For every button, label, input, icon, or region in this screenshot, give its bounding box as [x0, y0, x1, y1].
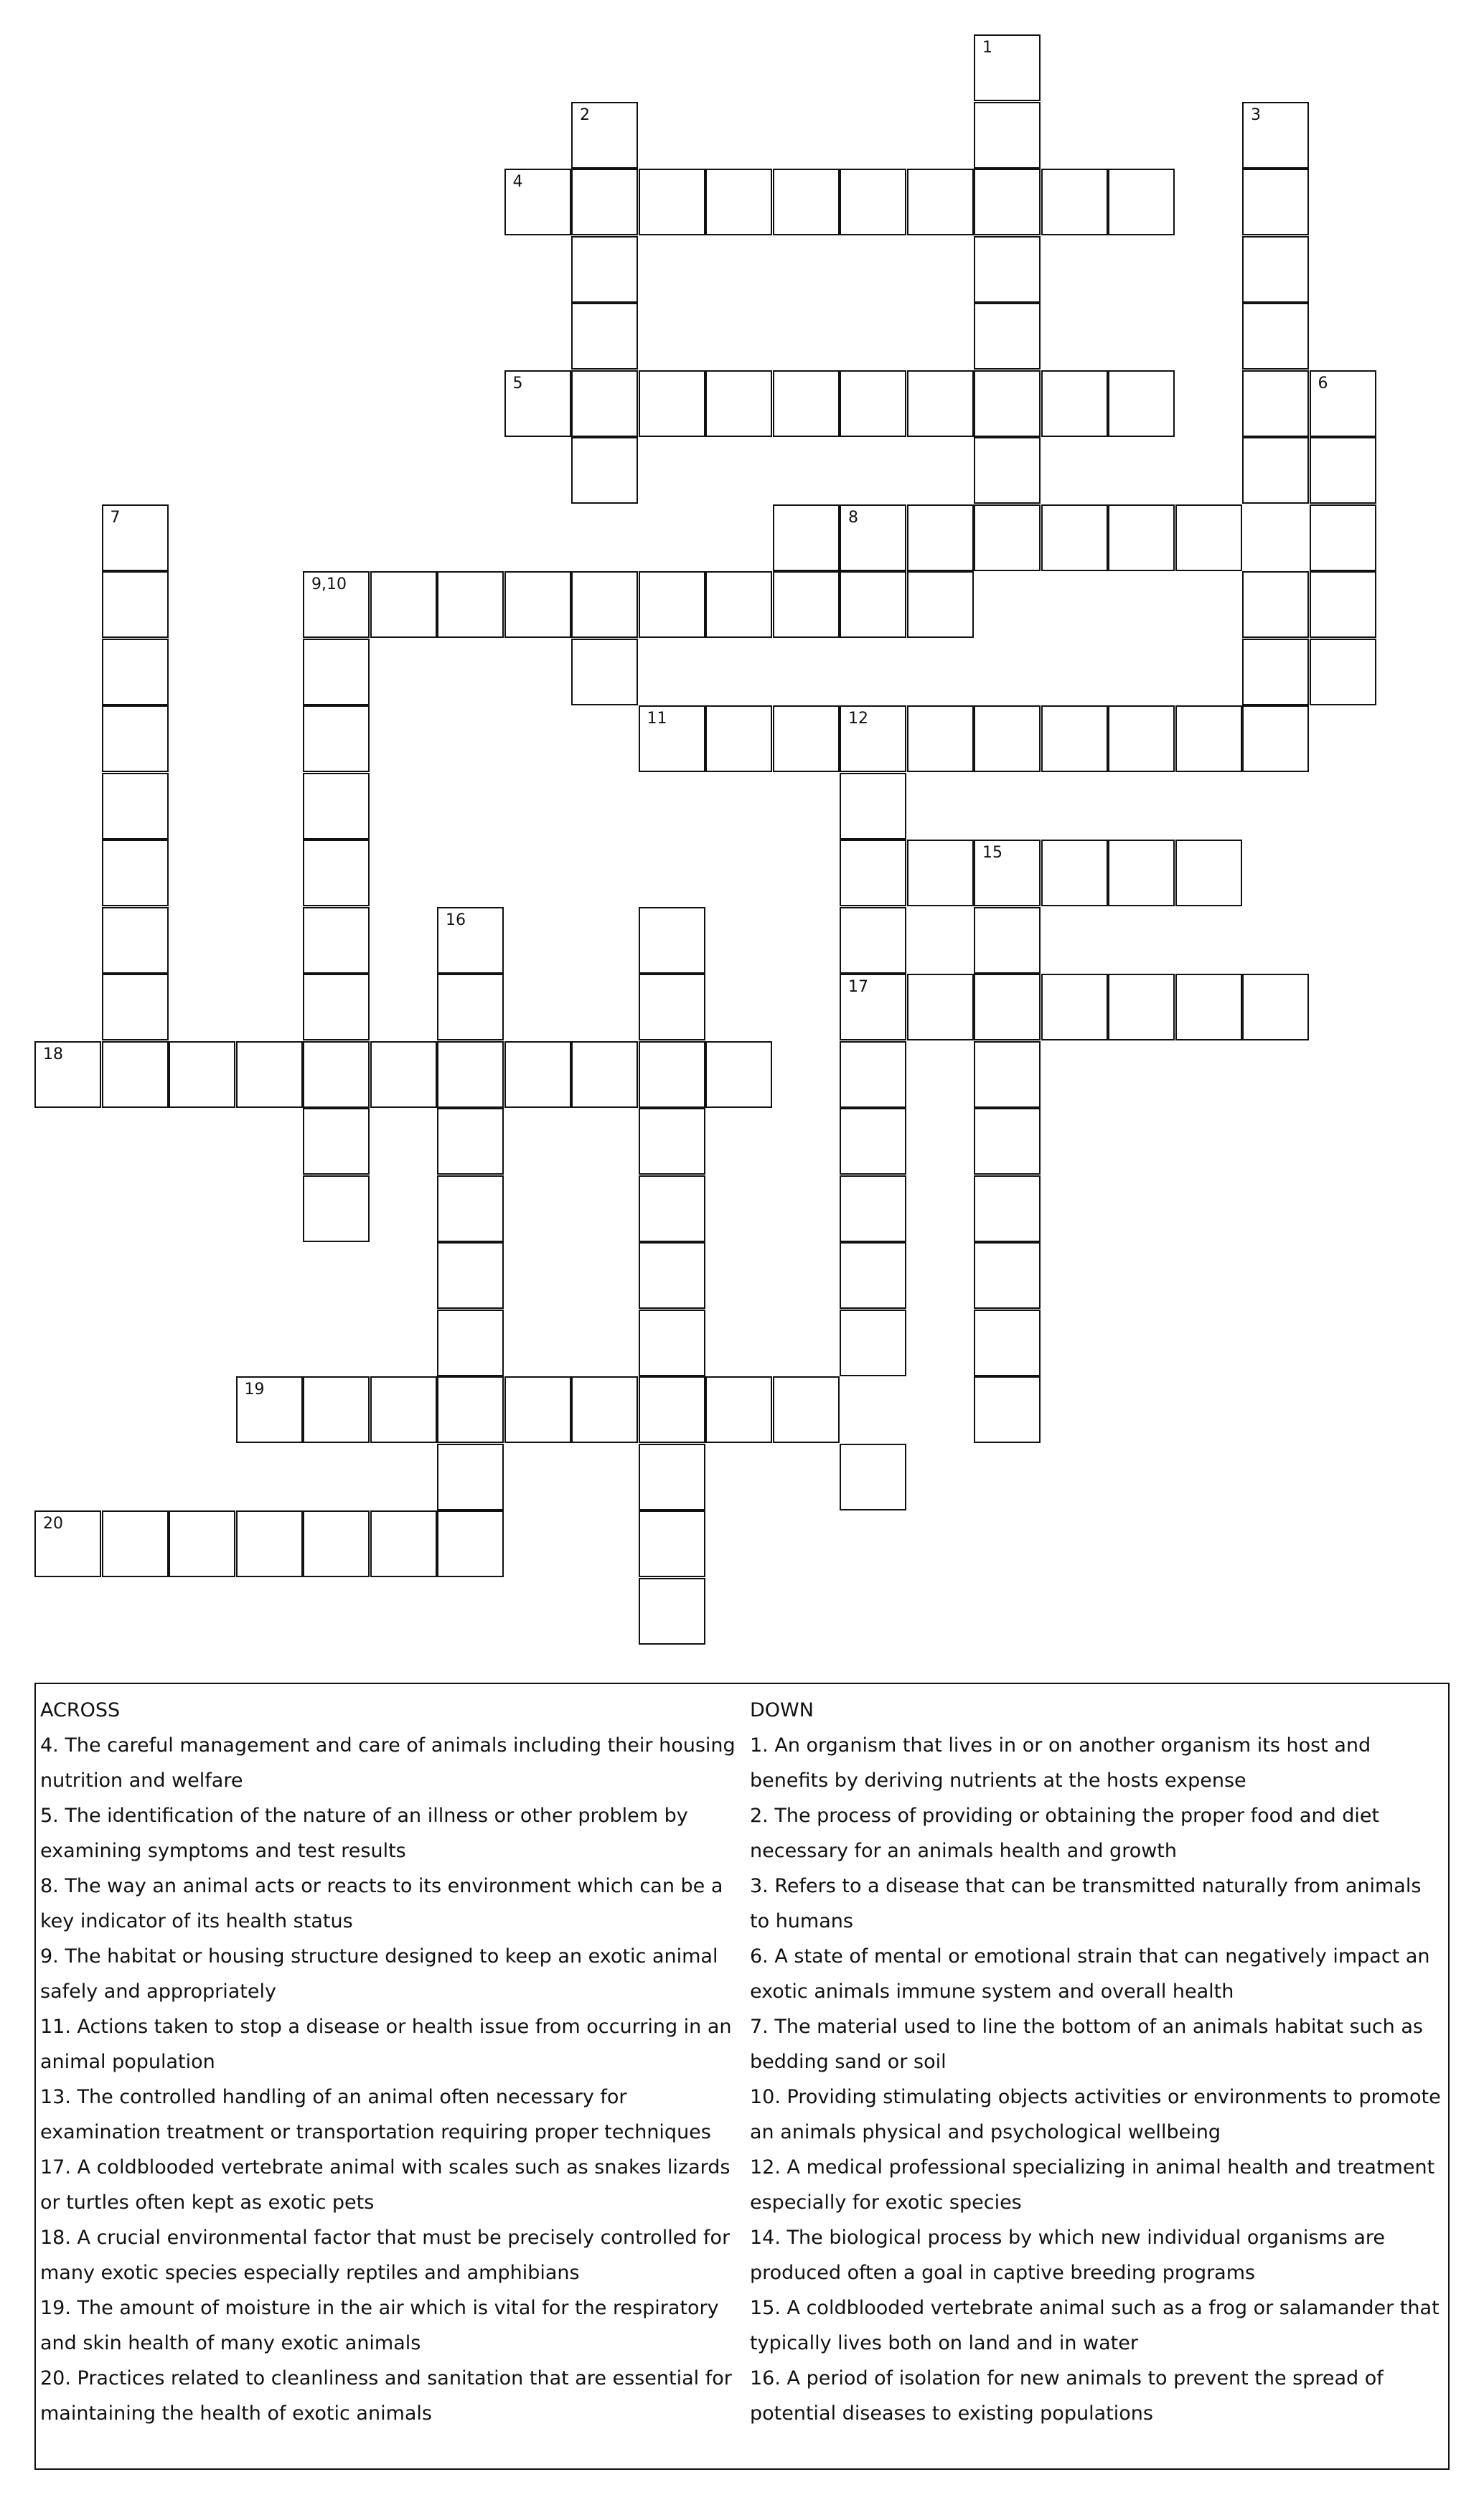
grid-cell[interactable]: [639, 1108, 705, 1175]
across-clue-11: 11. Actions taken to stop a disease or health issue from occurring in an animal population: [40, 2016, 732, 2073]
down-clues: [750, 1693, 1446, 2431]
grid-cell[interactable]: [102, 974, 169, 1040]
grid-cell[interactable]: [102, 1510, 169, 1577]
grid-cell[interactable]: [639, 1376, 705, 1443]
grid-cell[interactable]: [504, 370, 571, 437]
grid-cell[interactable]: [639, 370, 705, 437]
down-clue-7: 7. The material used to line the bottom of an animals habitat such as bedding sand or soil: [750, 2016, 1423, 2073]
grid-cell[interactable]: [1108, 370, 1175, 437]
grid-cell[interactable]: [571, 1376, 638, 1443]
grid-cell[interactable]: [974, 974, 1041, 1040]
grid-cell[interactable]: [974, 34, 1041, 101]
clue-box: [34, 1683, 1450, 2470]
grid-cell[interactable]: [303, 1108, 370, 1175]
grid-cell[interactable]: [1242, 370, 1309, 437]
grid-cell[interactable]: [102, 907, 169, 974]
clue-number: 9,10: [311, 575, 347, 593]
grid-cell[interactable]: [571, 303, 638, 370]
grid-cell[interactable]: [639, 1578, 705, 1645]
grid-cell[interactable]: [840, 840, 906, 906]
grid-cell[interactable]: [840, 705, 906, 772]
down-clue-1: 1. An organism that lives in or on another organism its host and benefits by deriving nutrients at the hosts expense: [750, 1734, 1371, 1792]
clue-number: 19: [244, 1381, 265, 1399]
across-clues: [40, 1693, 740, 2431]
grid-cell[interactable]: [1242, 303, 1309, 370]
grid-cell[interactable]: [571, 370, 638, 437]
grid-cell[interactable]: [437, 907, 504, 974]
grid-cell[interactable]: [1041, 840, 1108, 906]
grid-cell[interactable]: [907, 974, 974, 1040]
grid-cell[interactable]: [437, 1175, 504, 1242]
grid-cell[interactable]: [303, 1041, 370, 1108]
grid-cell[interactable]: [303, 1376, 370, 1443]
across-clue-20: 20. Practices related to cleanliness and sanitation that are essential for maintaining the health of exotic animals: [40, 2367, 732, 2425]
grid-cell[interactable]: [639, 974, 705, 1040]
grid-cell[interactable]: [303, 571, 370, 638]
grid-cell[interactable]: [840, 370, 906, 437]
grid-cell[interactable]: [370, 1510, 437, 1577]
grid-cell[interactable]: [1041, 705, 1108, 772]
grid-cell[interactable]: [639, 1444, 705, 1510]
down-clue-16: 16. A period of isolation for new animals to prevent the spread of potential diseases to existing populations: [750, 2367, 1384, 2425]
grid-cell[interactable]: [303, 773, 370, 840]
grid-cell[interactable]: [705, 1041, 772, 1108]
across-clue-18: 18. A crucial environmental factor that must be precisely controlled for many exotic species especially reptiles and amphibians: [40, 2227, 731, 2284]
down-clue-10: 10. Providing stimulating objects activities or environments to promote an animals physical and psychological wellbeing: [750, 2086, 1441, 2143]
down-clue-6: 6. A state of mental or emotional strain that can negatively impact an exotic animals immune system and overall health: [750, 1945, 1430, 2003]
down-clue-15: 15. A coldblooded vertebrate animal such as a frog or salamander that typically lives both on land and in water: [750, 2297, 1440, 2354]
grid-cell[interactable]: [437, 1041, 504, 1108]
grid-cell[interactable]: [571, 437, 638, 504]
grid-cell[interactable]: [840, 1108, 906, 1175]
down-heading: DOWN: [750, 1699, 814, 1721]
across-clue-9: 9. The habitat or housing structure designed to keep an exotic animal safely and appropriately: [40, 1945, 718, 2003]
grid-cell[interactable]: [504, 1376, 571, 1443]
grid-cell[interactable]: [437, 1376, 504, 1443]
grid-cell[interactable]: [504, 169, 571, 235]
grid-cell[interactable]: [437, 1444, 504, 1510]
clue-number: 5: [512, 374, 523, 393]
grid-cell[interactable]: [437, 974, 504, 1040]
grid-cell[interactable]: [639, 169, 705, 235]
down-clue-12: 12. A medical professional specializing in animal health and treatment especially for exotic species: [750, 2156, 1435, 2214]
grid-cell[interactable]: [1242, 169, 1309, 235]
grid-cell[interactable]: [974, 1242, 1041, 1309]
clue-number: 12: [848, 710, 868, 728]
grid-cell[interactable]: [236, 1041, 303, 1108]
across-clue-13: 13. The controlled handling of an animal often necessary for examination treatment or transportation requiring proper techniques: [40, 2086, 711, 2143]
grid-cell[interactable]: [840, 571, 906, 638]
grid-cell[interactable]: [370, 1376, 437, 1443]
grid-cell[interactable]: [1041, 504, 1108, 571]
grid-cell[interactable]: [303, 639, 370, 705]
grid-cell[interactable]: [840, 504, 906, 571]
grid-cell[interactable]: [974, 1376, 1041, 1443]
grid-cell[interactable]: [974, 705, 1041, 772]
grid-cell[interactable]: [974, 102, 1041, 169]
grid-cell[interactable]: [974, 1108, 1041, 1175]
down-clue-14: 14. The biological process by which new individual organisms are produced often a goal in captive breeding programs: [750, 2227, 1386, 2284]
grid-cell[interactable]: [840, 169, 906, 235]
grid-cell[interactable]: [907, 504, 974, 571]
grid-cell[interactable]: [1175, 504, 1242, 571]
grid-cell[interactable]: [974, 1041, 1041, 1108]
grid-cell[interactable]: [907, 370, 974, 437]
clue-number: 3: [1251, 105, 1261, 124]
grid-cell[interactable]: [639, 571, 705, 638]
grid-cell[interactable]: [303, 705, 370, 772]
grid-cell[interactable]: [639, 1310, 705, 1376]
grid-cell[interactable]: [303, 1175, 370, 1242]
grid-cell[interactable]: [1108, 974, 1175, 1040]
grid-cell[interactable]: [974, 504, 1041, 571]
grid-cell[interactable]: [639, 1510, 705, 1577]
grid-cell[interactable]: [705, 370, 772, 437]
across-clue-17: 17. A coldblooded vertebrate animal with scales such as snakes lizards or turtles often kept as exotic pets: [40, 2156, 731, 2214]
grid-cell[interactable]: [639, 1242, 705, 1309]
grid-cell[interactable]: [437, 1108, 504, 1175]
grid-cell[interactable]: [169, 1510, 235, 1577]
grid-cell[interactable]: [1041, 169, 1108, 235]
grid-cell[interactable]: [1175, 705, 1242, 772]
grid-cell[interactable]: [1242, 705, 1309, 772]
grid-cell[interactable]: [1041, 974, 1108, 1040]
grid-cell[interactable]: [907, 840, 974, 906]
grid-cell[interactable]: [437, 571, 504, 638]
clue-number: 16: [446, 911, 466, 929]
grid-cell[interactable]: [303, 1510, 370, 1577]
clue-number: 1: [982, 39, 992, 57]
grid-cell[interactable]: [974, 1175, 1041, 1242]
grid-cell[interactable]: [840, 1041, 906, 1108]
grid-cell[interactable]: [437, 1510, 504, 1577]
clue-number: 6: [1318, 374, 1328, 393]
grid-cell[interactable]: [907, 705, 974, 772]
grid-cell[interactable]: [571, 639, 638, 705]
clue-number: 18: [43, 1045, 63, 1063]
grid-cell[interactable]: [236, 1376, 303, 1443]
grid-cell[interactable]: [840, 773, 906, 840]
grid-cell[interactable]: [1310, 370, 1376, 437]
grid-cell[interactable]: [303, 974, 370, 1040]
grid-cell[interactable]: [1108, 169, 1175, 235]
grid-cell[interactable]: [974, 169, 1041, 235]
grid-cell[interactable]: [1175, 840, 1242, 906]
grid-cell[interactable]: [974, 236, 1041, 303]
grid-cell[interactable]: [773, 169, 840, 235]
grid-cell[interactable]: [437, 1242, 504, 1309]
grid-cell[interactable]: [1310, 437, 1376, 504]
grid-cell[interactable]: [1175, 974, 1242, 1040]
grid-cell[interactable]: [102, 639, 169, 705]
grid-cell[interactable]: [1108, 504, 1175, 571]
grid-cell[interactable]: [639, 907, 705, 974]
grid-cell[interactable]: [974, 907, 1041, 974]
grid-cell[interactable]: [571, 102, 638, 169]
grid-cell[interactable]: [102, 840, 169, 906]
across-clue-4: 4. The careful management and care of animals including their housing nutrition and welfare: [40, 1734, 736, 1792]
grid-cell[interactable]: [840, 1242, 906, 1309]
grid-cell[interactable]: [840, 907, 906, 974]
grid-cell[interactable]: [639, 1041, 705, 1108]
clue-number: 11: [647, 710, 667, 728]
grid-cell[interactable]: [974, 840, 1041, 906]
clue-number: 2: [580, 105, 590, 124]
across-clue-5: 5. The identification of the nature of an illness or other problem by examining symptoms and test results: [40, 1805, 688, 1862]
grid-cell[interactable]: [34, 1041, 101, 1108]
grid-cell[interactable]: [303, 907, 370, 974]
grid-cell[interactable]: [1242, 437, 1309, 504]
grid-cell[interactable]: [571, 236, 638, 303]
grid-cell[interactable]: [705, 1376, 772, 1443]
grid-cell[interactable]: [840, 974, 906, 1040]
grid-cell[interactable]: [169, 1041, 235, 1108]
grid-cell[interactable]: [1242, 974, 1309, 1040]
grid-cell[interactable]: [102, 504, 169, 571]
grid-cell[interactable]: [102, 773, 169, 840]
grid-cell[interactable]: [773, 1376, 840, 1443]
grid-cell[interactable]: [1310, 639, 1376, 705]
grid-cell[interactable]: [1310, 504, 1376, 571]
grid-cell[interactable]: [773, 370, 840, 437]
across-clue-19: 19. The amount of moisture in the air which is vital for the respiratory and skin health of many exotic animals: [40, 2297, 719, 2354]
clue-number: 8: [848, 508, 858, 527]
grid-cell[interactable]: [840, 1444, 906, 1510]
grid-cell[interactable]: [370, 1041, 437, 1108]
grid-cell[interactable]: [705, 169, 772, 235]
grid-cell[interactable]: [639, 1175, 705, 1242]
grid-cell[interactable]: [974, 370, 1041, 437]
grid-cell[interactable]: [571, 1041, 638, 1108]
grid-cell[interactable]: [571, 169, 638, 235]
grid-cell[interactable]: [102, 571, 169, 638]
grid-cell[interactable]: [34, 1510, 101, 1577]
grid-cell[interactable]: [1242, 236, 1309, 303]
down-clue-3: 3. Refers to a disease that can be transmitted naturally from animals to humans: [750, 1875, 1422, 1932]
grid-cell[interactable]: [1041, 370, 1108, 437]
grid-cell[interactable]: [504, 1041, 571, 1108]
grid-cell[interactable]: [974, 437, 1041, 504]
grid-cell[interactable]: [1108, 705, 1175, 772]
grid-cell[interactable]: [840, 1310, 906, 1376]
grid-cell[interactable]: [773, 504, 840, 571]
grid-cell[interactable]: [1310, 571, 1376, 638]
clue-number: 4: [512, 173, 523, 191]
grid-cell[interactable]: [840, 1175, 906, 1242]
down-clue-2: 2. The process of providing or obtaining the proper food and diet necessary for an animals health and growth: [750, 1805, 1380, 1862]
grid-cell[interactable]: [370, 571, 437, 638]
grid-cell[interactable]: [974, 303, 1041, 370]
grid-cell[interactable]: [1108, 840, 1175, 906]
grid-cell[interactable]: [705, 705, 772, 772]
grid-cell[interactable]: [437, 1310, 504, 1376]
grid-cell[interactable]: [1242, 102, 1309, 169]
grid-cell[interactable]: [236, 1510, 303, 1577]
grid-cell[interactable]: [102, 705, 169, 772]
grid-cell[interactable]: [303, 840, 370, 906]
grid-cell[interactable]: [102, 1041, 169, 1108]
grid-cell[interactable]: [773, 571, 840, 638]
grid-cell[interactable]: [1242, 571, 1309, 638]
grid-cell[interactable]: [907, 169, 974, 235]
grid-cell[interactable]: [974, 1310, 1041, 1376]
grid-cell[interactable]: [504, 571, 571, 638]
clue-number: 7: [110, 508, 121, 527]
grid-cell[interactable]: [1242, 639, 1309, 705]
grid-cell[interactable]: [705, 571, 772, 638]
across-heading: ACROSS: [40, 1699, 121, 1721]
grid-cell[interactable]: [907, 571, 974, 638]
clue-number: 15: [982, 844, 1002, 862]
across-clue-8: 8. The way an animal acts or reacts to its environment which can be a key indicator of its health status: [40, 1875, 723, 1932]
grid-cell[interactable]: [639, 705, 705, 772]
grid-cell[interactable]: [571, 571, 638, 638]
grid-cell[interactable]: [773, 705, 840, 772]
clue-number: 20: [43, 1515, 63, 1533]
clue-number: 17: [848, 978, 868, 996]
